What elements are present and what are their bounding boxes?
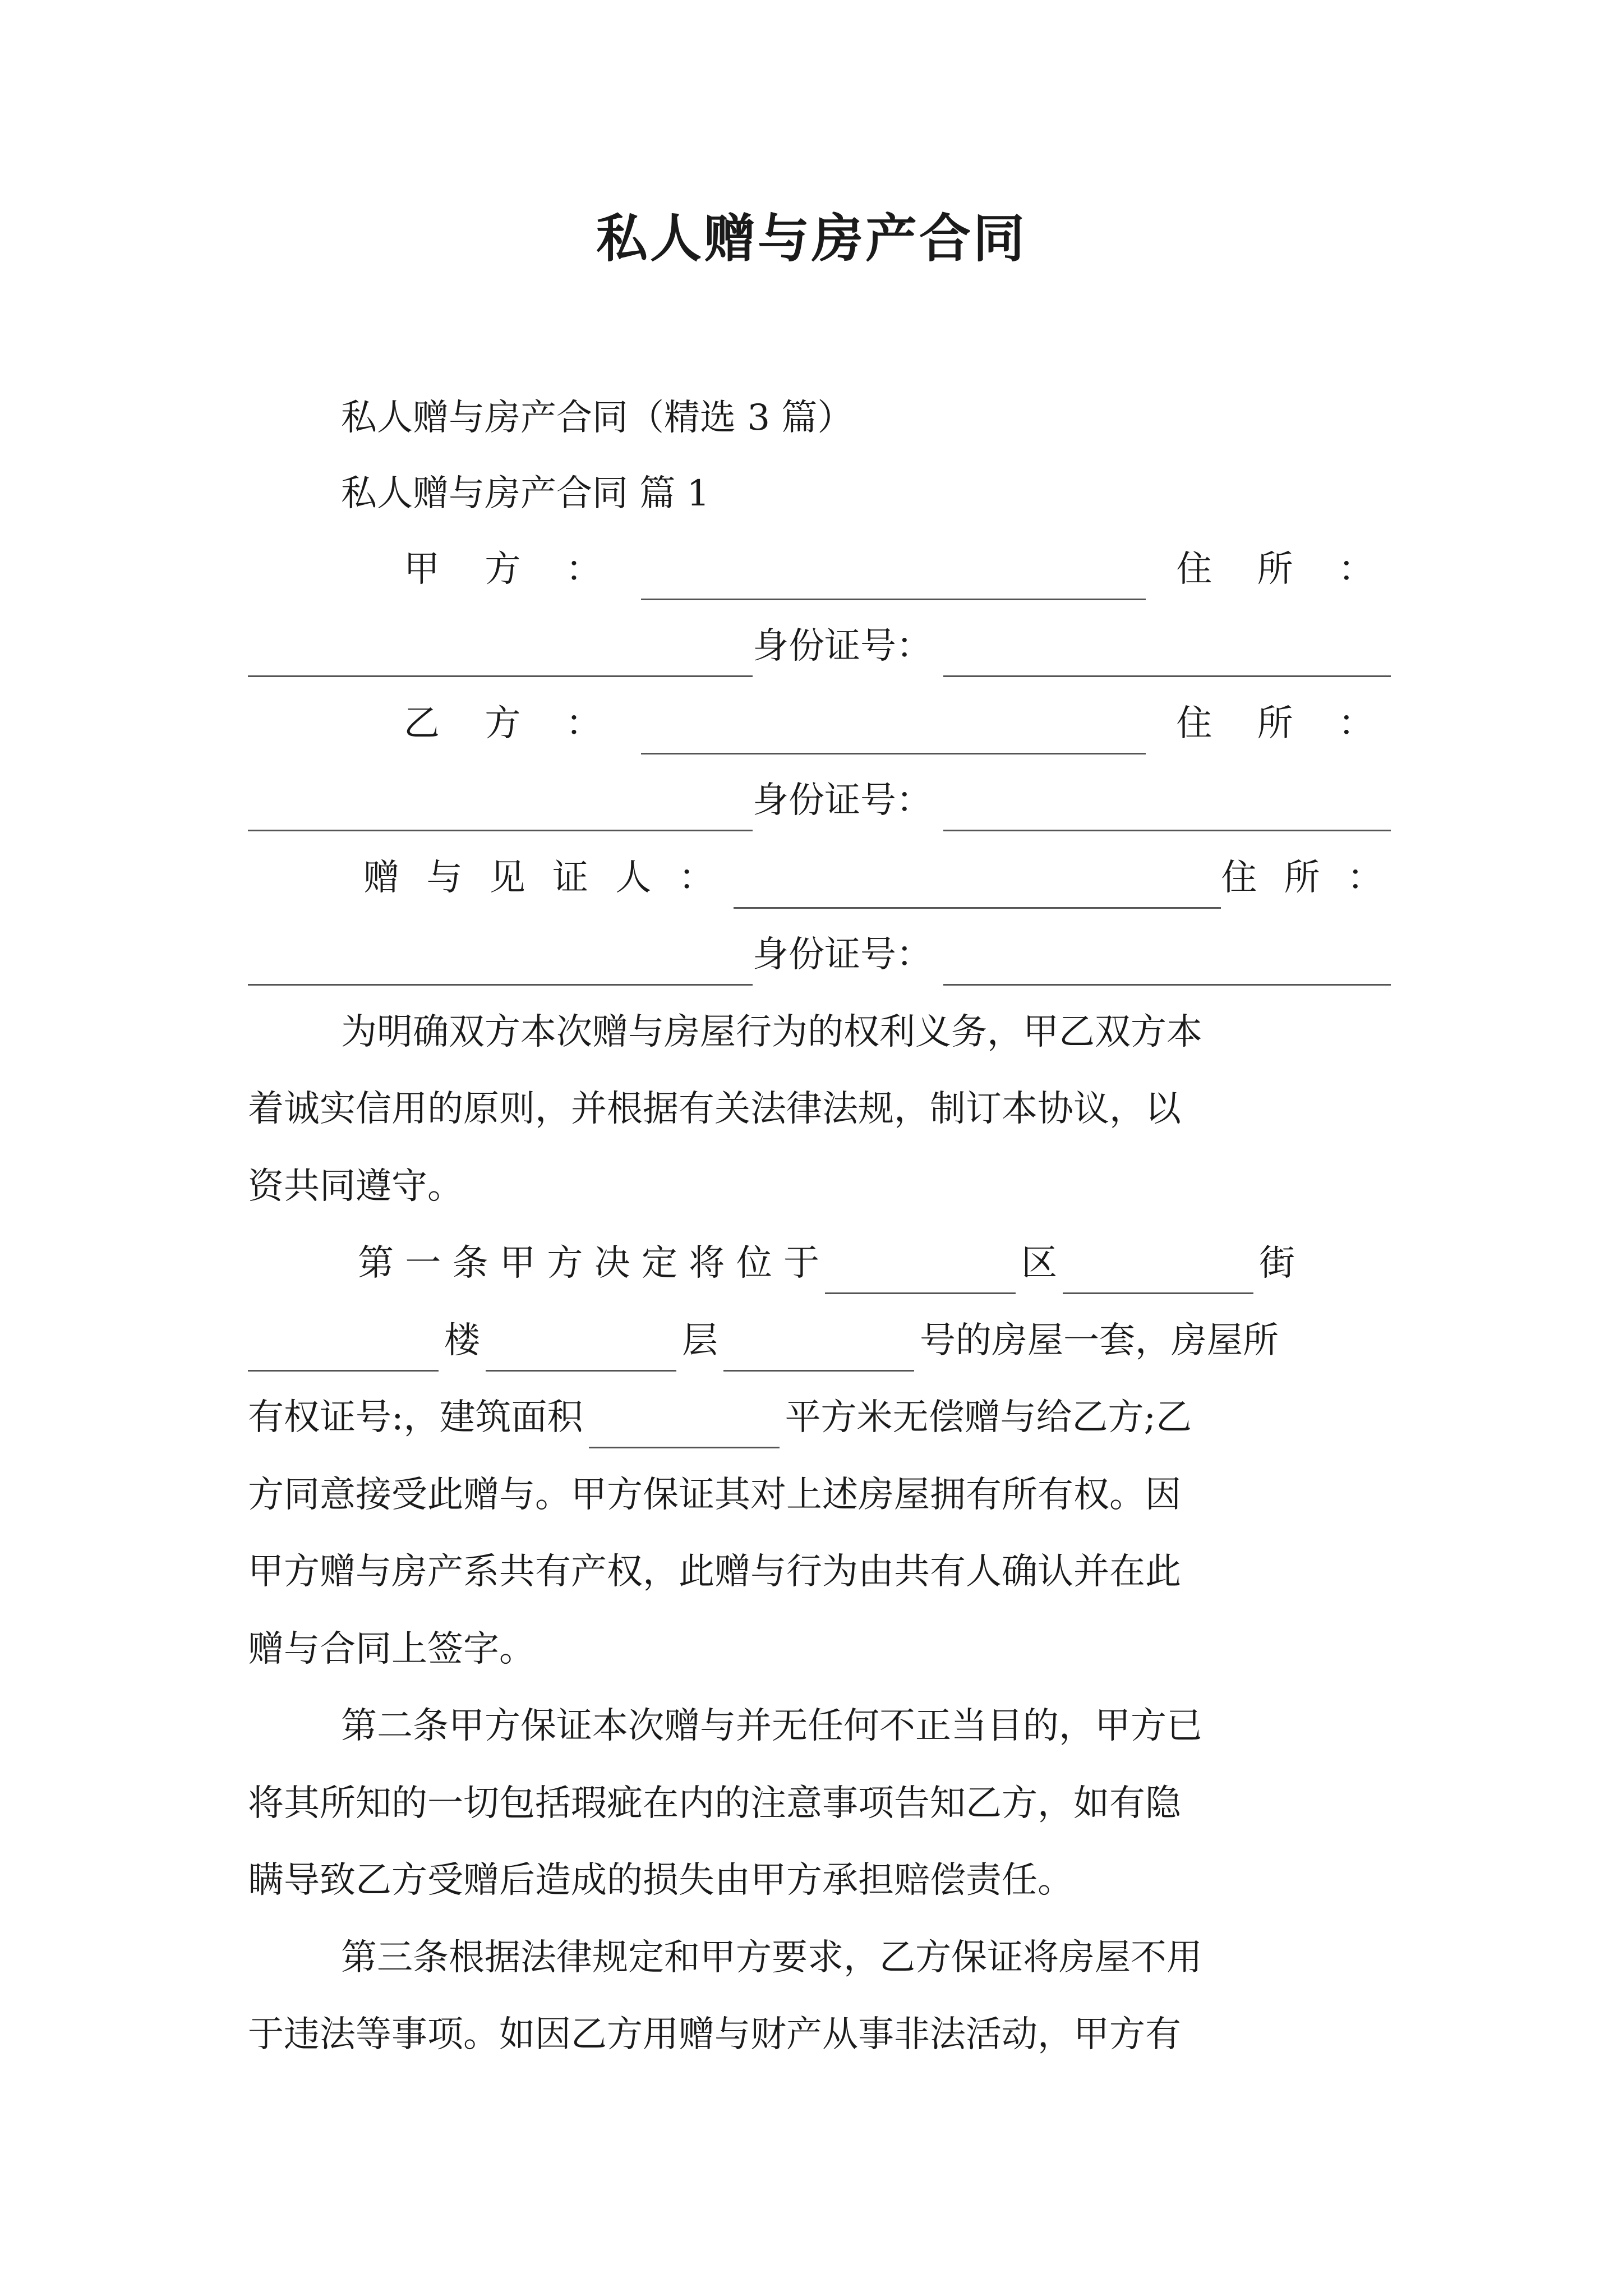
area-blank xyxy=(589,1412,780,1448)
witness-row xyxy=(363,847,1391,909)
party-a-id-row xyxy=(248,615,1391,677)
party-b-label: 乙 方 ： xyxy=(404,703,619,744)
article1-line-4: 方同意接受此赠与。甲方保证其对上述房屋拥有所有权。因 xyxy=(248,1474,1181,1516)
party-b-row xyxy=(404,693,1391,754)
intro-line-3: 资共同遵守。 xyxy=(248,1166,463,1207)
party-b-id-blank xyxy=(943,795,1391,831)
party-b-address-label: 住 所 ： xyxy=(1176,703,1391,744)
article1-line-2 xyxy=(248,1310,1391,1372)
witness-address-label: 住 所 ： xyxy=(1221,857,1391,899)
article3-line-2: 于违法等事项。如因乙方用赠与财产从事非法活动，甲方有 xyxy=(248,2014,1181,2055)
article2-line-2: 将其所知的一切包括瑕疵在内的注意事项告知乙方，如有隐 xyxy=(248,1783,1181,1824)
witness-label: 赠 与 见 证 人 ： xyxy=(363,857,722,899)
article1-seg5: 层 xyxy=(682,1320,718,1361)
article1-seg3: 街 xyxy=(1259,1243,1295,1284)
building-blank xyxy=(248,1335,439,1372)
witness-id-label: 身份证号： xyxy=(753,934,932,976)
floor-blank xyxy=(486,1335,676,1372)
article1-seg6: 号的房屋一套，房屋所 xyxy=(920,1320,1279,1361)
witness-id-blank xyxy=(943,949,1391,986)
party-a-row xyxy=(404,539,1391,600)
number-blank xyxy=(723,1335,914,1372)
witness-address-blank xyxy=(248,949,753,986)
document-title: 私人赠与房产合同 xyxy=(596,208,1027,269)
witness-id-row xyxy=(248,924,1391,986)
article1-line-1 xyxy=(358,1232,1391,1294)
article1-seg7: 有权证号:，建筑面积 xyxy=(248,1397,583,1438)
party-b-name-blank xyxy=(641,718,1146,754)
article1-line-6: 赠与合同上签字。 xyxy=(248,1628,535,1670)
article3-line-1: 第三条根据法律规定和甲方要求，乙方保证将房屋不用 xyxy=(341,1937,1202,1978)
article1-seg1: 第 一 条 甲 方 决 定 将 位 于 xyxy=(358,1243,820,1284)
party-a-address-label: 住 所 ： xyxy=(1176,549,1391,590)
article2-line-3: 瞒导致乙方受赠后造成的损失由甲方承担赔偿责任。 xyxy=(248,1860,1073,1901)
district-blank xyxy=(825,1258,1016,1294)
party-a-label: 甲 方 ： xyxy=(404,549,619,590)
intro-line-1: 为明确双方本次赠与房屋行为的权利义务，甲乙双方本 xyxy=(341,1011,1202,1053)
subtitle: 私人赠与房产合同（精选 3 篇） xyxy=(341,397,854,439)
article1-seg2: 区 xyxy=(1021,1243,1058,1284)
article1-seg8: 平方米无偿赠与给乙方;乙 xyxy=(785,1397,1192,1438)
part-heading: 私人赠与房产合同 篇 1 xyxy=(341,473,710,514)
article1-line-5: 甲方赠与房产系共有产权，此赠与行为由共有人确认并在此 xyxy=(248,1551,1181,1593)
article1-seg4: 楼 xyxy=(444,1320,480,1361)
street-blank xyxy=(1063,1258,1253,1294)
party-b-address-blank xyxy=(248,795,753,831)
party-a-name-blank xyxy=(641,564,1146,600)
party-a-id-label: 身份证号： xyxy=(753,625,932,667)
intro-line-2: 着诚实信用的原则，并根据有关法律法规，制订本协议，以 xyxy=(248,1088,1181,1130)
article1-line-3 xyxy=(248,1387,1391,1448)
party-b-id-row xyxy=(248,770,1391,831)
party-a-address-blank xyxy=(248,641,753,677)
party-a-id-blank xyxy=(943,641,1391,677)
witness-name-blank xyxy=(734,872,1221,909)
party-b-id-label: 身份证号： xyxy=(753,780,932,821)
article2-line-1: 第二条甲方保证本次赠与并无任何不正当目的，甲方已 xyxy=(341,1705,1202,1747)
